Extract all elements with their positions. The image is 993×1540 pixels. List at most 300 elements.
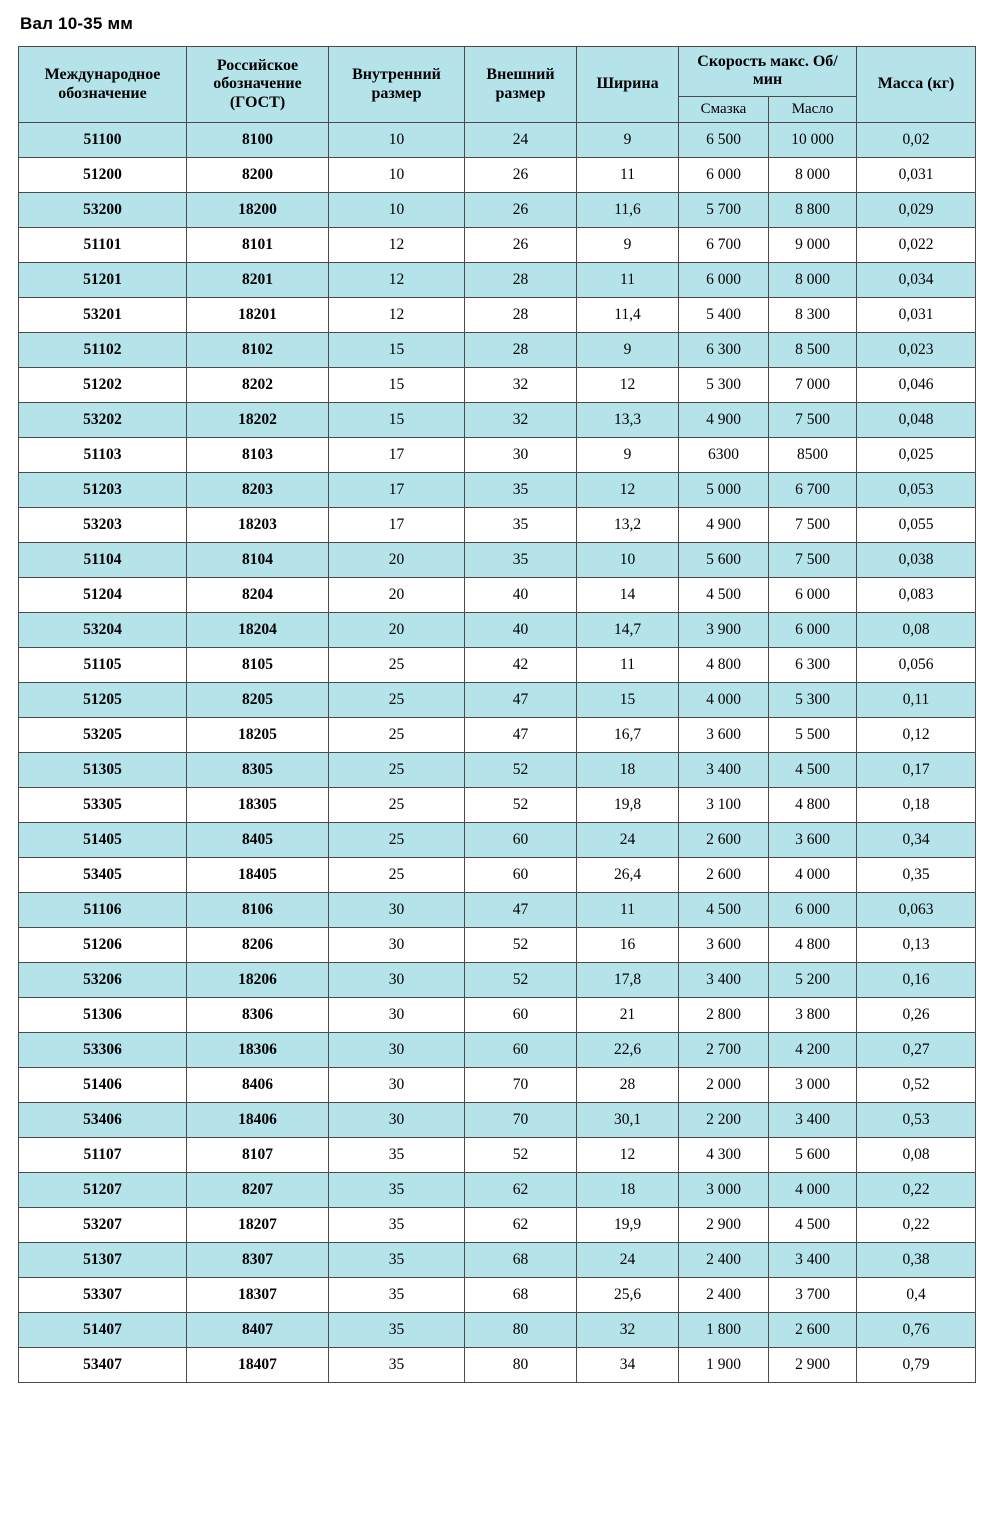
cell-width: 11 <box>577 263 679 298</box>
cell-width: 21 <box>577 998 679 1033</box>
cell-international: 51106 <box>19 893 187 928</box>
cell-outer-diameter: 60 <box>465 858 577 893</box>
table-row <box>19 613 976 648</box>
cell-inner-diameter: 35 <box>329 1173 465 1208</box>
cell-speed-grease: 5 300 <box>679 368 769 403</box>
cell-mass: 0,046 <box>857 368 976 403</box>
cell-width: 14 <box>577 578 679 613</box>
cell-width: 9 <box>577 333 679 368</box>
cell-outer-diameter: 28 <box>465 298 577 333</box>
cell-speed-grease: 6 700 <box>679 228 769 263</box>
cell-inner-diameter: 35 <box>329 1348 465 1383</box>
cell-inner-diameter: 25 <box>329 683 465 718</box>
cell-inner-diameter: 17 <box>329 438 465 473</box>
cell-outer-diameter: 52 <box>465 788 577 823</box>
cell-mass: 0,038 <box>857 543 976 578</box>
cell-international: 51307 <box>19 1243 187 1278</box>
cell-speed-oil: 6 700 <box>769 473 857 508</box>
cell-outer-diameter: 28 <box>465 333 577 368</box>
cell-width: 26,4 <box>577 858 679 893</box>
cell-outer-diameter: 35 <box>465 473 577 508</box>
cell-speed-grease: 5 700 <box>679 193 769 228</box>
cell-russian-gost: 8101 <box>187 228 329 263</box>
cell-width: 13,3 <box>577 403 679 438</box>
cell-width: 15 <box>577 683 679 718</box>
cell-speed-oil: 5 300 <box>769 683 857 718</box>
cell-speed-oil: 4 800 <box>769 928 857 963</box>
table-row <box>19 543 976 578</box>
cell-speed-oil: 3 800 <box>769 998 857 1033</box>
cell-international: 53207 <box>19 1208 187 1243</box>
cell-speed-grease: 2 900 <box>679 1208 769 1243</box>
cell-international: 53405 <box>19 858 187 893</box>
cell-international: 53206 <box>19 963 187 998</box>
cell-speed-oil: 4 500 <box>769 753 857 788</box>
cell-speed-grease: 4 500 <box>679 893 769 928</box>
cell-international: 51406 <box>19 1068 187 1103</box>
cell-outer-diameter: 60 <box>465 1033 577 1068</box>
table-row <box>19 263 976 298</box>
table-header <box>19 47 976 123</box>
cell-mass: 0,031 <box>857 158 976 193</box>
table-row <box>19 1243 976 1278</box>
cell-width: 32 <box>577 1313 679 1348</box>
cell-width: 9 <box>577 123 679 158</box>
cell-speed-oil: 8500 <box>769 438 857 473</box>
cell-outer-diameter: 26 <box>465 158 577 193</box>
cell-speed-oil: 4 000 <box>769 858 857 893</box>
cell-outer-diameter: 52 <box>465 928 577 963</box>
cell-russian-gost: 18203 <box>187 508 329 543</box>
cell-inner-diameter: 10 <box>329 123 465 158</box>
cell-speed-grease: 2 400 <box>679 1243 769 1278</box>
cell-mass: 0,023 <box>857 333 976 368</box>
cell-inner-diameter: 30 <box>329 998 465 1033</box>
column-header-width: Ширина <box>577 47 679 123</box>
cell-speed-grease: 2 000 <box>679 1068 769 1103</box>
cell-width: 30,1 <box>577 1103 679 1138</box>
cell-speed-grease: 3 600 <box>679 928 769 963</box>
cell-speed-grease: 3 000 <box>679 1173 769 1208</box>
cell-speed-oil: 8 500 <box>769 333 857 368</box>
cell-russian-gost: 8307 <box>187 1243 329 1278</box>
table-row <box>19 298 976 333</box>
cell-international: 53200 <box>19 193 187 228</box>
cell-russian-gost: 18205 <box>187 718 329 753</box>
cell-international: 53202 <box>19 403 187 438</box>
cell-russian-gost: 8201 <box>187 263 329 298</box>
cell-international: 53306 <box>19 1033 187 1068</box>
cell-international: 51204 <box>19 578 187 613</box>
cell-international: 51201 <box>19 263 187 298</box>
table-row <box>19 1313 976 1348</box>
table-row <box>19 193 976 228</box>
cell-width: 13,2 <box>577 508 679 543</box>
cell-russian-gost: 8203 <box>187 473 329 508</box>
table-row <box>19 1348 976 1383</box>
cell-inner-diameter: 30 <box>329 928 465 963</box>
table-row <box>19 123 976 158</box>
table-row <box>19 753 976 788</box>
cell-speed-oil: 3 000 <box>769 1068 857 1103</box>
cell-speed-grease: 1 800 <box>679 1313 769 1348</box>
cell-speed-grease: 4 500 <box>679 578 769 613</box>
cell-speed-grease: 5 400 <box>679 298 769 333</box>
cell-international: 51103 <box>19 438 187 473</box>
table-row <box>19 403 976 438</box>
cell-speed-oil: 6 000 <box>769 613 857 648</box>
cell-inner-diameter: 25 <box>329 788 465 823</box>
cell-russian-gost: 8207 <box>187 1173 329 1208</box>
cell-russian-gost: 8104 <box>187 543 329 578</box>
cell-russian-gost: 18405 <box>187 858 329 893</box>
cell-speed-oil: 3 700 <box>769 1278 857 1313</box>
cell-inner-diameter: 15 <box>329 333 465 368</box>
cell-international: 53406 <box>19 1103 187 1138</box>
cell-inner-diameter: 20 <box>329 613 465 648</box>
table-row <box>19 788 976 823</box>
cell-mass: 0,031 <box>857 298 976 333</box>
cell-inner-diameter: 10 <box>329 158 465 193</box>
table-body <box>19 123 976 1383</box>
cell-outer-diameter: 28 <box>465 263 577 298</box>
cell-mass: 0,08 <box>857 1138 976 1173</box>
cell-international: 53201 <box>19 298 187 333</box>
table-row <box>19 1173 976 1208</box>
cell-speed-oil: 5 600 <box>769 1138 857 1173</box>
cell-width: 19,8 <box>577 788 679 823</box>
cell-width: 28 <box>577 1068 679 1103</box>
cell-russian-gost: 8406 <box>187 1068 329 1103</box>
cell-mass: 0,048 <box>857 403 976 438</box>
cell-speed-oil: 6 000 <box>769 893 857 928</box>
cell-width: 24 <box>577 1243 679 1278</box>
cell-inner-diameter: 25 <box>329 823 465 858</box>
cell-international: 51405 <box>19 823 187 858</box>
table-row <box>19 1208 976 1243</box>
cell-international: 51102 <box>19 333 187 368</box>
cell-russian-gost: 18306 <box>187 1033 329 1068</box>
cell-inner-diameter: 10 <box>329 193 465 228</box>
cell-mass: 0,4 <box>857 1278 976 1313</box>
cell-international: 51306 <box>19 998 187 1033</box>
cell-width: 12 <box>577 368 679 403</box>
cell-speed-grease: 6 300 <box>679 333 769 368</box>
cell-speed-oil: 9 000 <box>769 228 857 263</box>
cell-inner-diameter: 17 <box>329 508 465 543</box>
cell-width: 16,7 <box>577 718 679 753</box>
cell-mass: 0,26 <box>857 998 976 1033</box>
cell-mass: 0,055 <box>857 508 976 543</box>
cell-mass: 0,053 <box>857 473 976 508</box>
cell-international: 53407 <box>19 1348 187 1383</box>
cell-mass: 0,27 <box>857 1033 976 1068</box>
cell-mass: 0,22 <box>857 1173 976 1208</box>
cell-russian-gost: 18204 <box>187 613 329 648</box>
cell-speed-oil: 2 600 <box>769 1313 857 1348</box>
cell-speed-oil: 7 000 <box>769 368 857 403</box>
cell-outer-diameter: 24 <box>465 123 577 158</box>
cell-russian-gost: 18406 <box>187 1103 329 1138</box>
cell-outer-diameter: 70 <box>465 1068 577 1103</box>
table-row <box>19 928 976 963</box>
cell-outer-diameter: 68 <box>465 1243 577 1278</box>
column-header-oil: Масло <box>769 96 857 122</box>
cell-speed-oil: 5 500 <box>769 718 857 753</box>
cell-mass: 0,22 <box>857 1208 976 1243</box>
table-row <box>19 1138 976 1173</box>
cell-width: 14,7 <box>577 613 679 648</box>
cell-russian-gost: 8102 <box>187 333 329 368</box>
cell-width: 24 <box>577 823 679 858</box>
cell-mass: 0,12 <box>857 718 976 753</box>
cell-russian-gost: 8206 <box>187 928 329 963</box>
cell-outer-diameter: 47 <box>465 893 577 928</box>
cell-inner-diameter: 12 <box>329 263 465 298</box>
table-row <box>19 963 976 998</box>
cell-speed-grease: 2 800 <box>679 998 769 1033</box>
column-header-grease: Смазка <box>679 96 769 122</box>
cell-speed-oil: 4 800 <box>769 788 857 823</box>
cell-speed-oil: 5 200 <box>769 963 857 998</box>
cell-outer-diameter: 35 <box>465 543 577 578</box>
cell-russian-gost: 8202 <box>187 368 329 403</box>
cell-mass: 0,063 <box>857 893 976 928</box>
cell-russian-gost: 18305 <box>187 788 329 823</box>
cell-international: 51107 <box>19 1138 187 1173</box>
cell-outer-diameter: 32 <box>465 368 577 403</box>
cell-speed-grease: 2 600 <box>679 823 769 858</box>
cell-inner-diameter: 35 <box>329 1313 465 1348</box>
cell-international: 51105 <box>19 648 187 683</box>
cell-inner-diameter: 25 <box>329 648 465 683</box>
cell-mass: 0,18 <box>857 788 976 823</box>
cell-speed-grease: 1 900 <box>679 1348 769 1383</box>
cell-mass: 0,34 <box>857 823 976 858</box>
cell-inner-diameter: 20 <box>329 543 465 578</box>
cell-international: 53205 <box>19 718 187 753</box>
cell-inner-diameter: 12 <box>329 228 465 263</box>
cell-inner-diameter: 15 <box>329 403 465 438</box>
cell-mass: 0,02 <box>857 123 976 158</box>
cell-outer-diameter: 60 <box>465 823 577 858</box>
cell-mass: 0,16 <box>857 963 976 998</box>
cell-russian-gost: 18201 <box>187 298 329 333</box>
cell-speed-oil: 3 400 <box>769 1243 857 1278</box>
cell-inner-diameter: 30 <box>329 893 465 928</box>
cell-inner-diameter: 35 <box>329 1243 465 1278</box>
cell-inner-diameter: 20 <box>329 578 465 613</box>
cell-international: 51206 <box>19 928 187 963</box>
cell-russian-gost: 8204 <box>187 578 329 613</box>
cell-mass: 0,13 <box>857 928 976 963</box>
cell-width: 34 <box>577 1348 679 1383</box>
cell-international: 51101 <box>19 228 187 263</box>
table-row <box>19 1103 976 1138</box>
cell-speed-grease: 5 600 <box>679 543 769 578</box>
cell-russian-gost: 8106 <box>187 893 329 928</box>
cell-width: 18 <box>577 753 679 788</box>
cell-speed-grease: 3 400 <box>679 753 769 788</box>
cell-speed-oil: 4 500 <box>769 1208 857 1243</box>
cell-width: 25,6 <box>577 1278 679 1313</box>
cell-russian-gost: 18307 <box>187 1278 329 1313</box>
cell-inner-diameter: 35 <box>329 1208 465 1243</box>
column-header-mass: Масса (кг) <box>857 47 976 123</box>
table-row <box>19 158 976 193</box>
cell-speed-oil: 2 900 <box>769 1348 857 1383</box>
table-row <box>19 228 976 263</box>
cell-width: 16 <box>577 928 679 963</box>
cell-speed-grease: 4 900 <box>679 508 769 543</box>
table-row <box>19 438 976 473</box>
table-row <box>19 893 976 928</box>
cell-russian-gost: 18202 <box>187 403 329 438</box>
table-row <box>19 648 976 683</box>
cell-international: 51200 <box>19 158 187 193</box>
cell-width: 19,9 <box>577 1208 679 1243</box>
cell-width: 11,4 <box>577 298 679 333</box>
bearing-specification-table <box>18 46 976 1383</box>
cell-inner-diameter: 25 <box>329 858 465 893</box>
cell-speed-oil: 3 600 <box>769 823 857 858</box>
table-row <box>19 578 976 613</box>
cell-speed-oil: 10 000 <box>769 123 857 158</box>
cell-outer-diameter: 40 <box>465 578 577 613</box>
cell-russian-gost: 18206 <box>187 963 329 998</box>
cell-international: 51205 <box>19 683 187 718</box>
cell-mass: 0,034 <box>857 263 976 298</box>
cell-international: 51305 <box>19 753 187 788</box>
cell-outer-diameter: 80 <box>465 1313 577 1348</box>
cell-speed-oil: 6 300 <box>769 648 857 683</box>
cell-inner-diameter: 12 <box>329 298 465 333</box>
cell-speed-grease: 3 400 <box>679 963 769 998</box>
table-row <box>19 998 976 1033</box>
cell-speed-grease: 3 100 <box>679 788 769 823</box>
table-row <box>19 1278 976 1313</box>
cell-mass: 0,056 <box>857 648 976 683</box>
cell-speed-oil: 8 800 <box>769 193 857 228</box>
cell-russian-gost: 8107 <box>187 1138 329 1173</box>
cell-width: 22,6 <box>577 1033 679 1068</box>
cell-outer-diameter: 70 <box>465 1103 577 1138</box>
cell-russian-gost: 8306 <box>187 998 329 1033</box>
cell-width: 18 <box>577 1173 679 1208</box>
cell-speed-oil: 8 000 <box>769 158 857 193</box>
cell-width: 10 <box>577 543 679 578</box>
column-header-russian-gost: Российское обозначение (ГОСТ) <box>187 47 329 123</box>
cell-mass: 0,52 <box>857 1068 976 1103</box>
cell-speed-oil: 8 300 <box>769 298 857 333</box>
cell-speed-oil: 3 400 <box>769 1103 857 1138</box>
cell-mass: 0,35 <box>857 858 976 893</box>
cell-outer-diameter: 47 <box>465 718 577 753</box>
cell-speed-grease: 5 000 <box>679 473 769 508</box>
table-header-row-main <box>19 47 976 97</box>
cell-speed-grease: 2 400 <box>679 1278 769 1313</box>
cell-russian-gost: 8405 <box>187 823 329 858</box>
cell-international: 53204 <box>19 613 187 648</box>
cell-mass: 0,08 <box>857 613 976 648</box>
cell-speed-grease: 4 000 <box>679 683 769 718</box>
cell-speed-oil: 7 500 <box>769 543 857 578</box>
cell-speed-grease: 3 600 <box>679 718 769 753</box>
cell-speed-grease: 6 000 <box>679 158 769 193</box>
cell-width: 11 <box>577 648 679 683</box>
cell-russian-gost: 8100 <box>187 123 329 158</box>
cell-outer-diameter: 52 <box>465 753 577 788</box>
cell-international: 51104 <box>19 543 187 578</box>
cell-mass: 0,022 <box>857 228 976 263</box>
cell-speed-grease: 4 900 <box>679 403 769 438</box>
table-row <box>19 1033 976 1068</box>
cell-international: 53203 <box>19 508 187 543</box>
cell-speed-grease: 6 500 <box>679 123 769 158</box>
cell-speed-oil: 8 000 <box>769 263 857 298</box>
cell-inner-diameter: 30 <box>329 1068 465 1103</box>
cell-outer-diameter: 35 <box>465 508 577 543</box>
cell-mass: 0,38 <box>857 1243 976 1278</box>
cell-speed-grease: 2 200 <box>679 1103 769 1138</box>
cell-international: 51100 <box>19 123 187 158</box>
cell-speed-grease: 3 900 <box>679 613 769 648</box>
cell-inner-diameter: 35 <box>329 1278 465 1313</box>
cell-speed-oil: 7 500 <box>769 508 857 543</box>
cell-inner-diameter: 30 <box>329 963 465 998</box>
cell-outer-diameter: 26 <box>465 193 577 228</box>
cell-outer-diameter: 62 <box>465 1173 577 1208</box>
cell-outer-diameter: 30 <box>465 438 577 473</box>
cell-outer-diameter: 80 <box>465 1348 577 1383</box>
cell-international: 51202 <box>19 368 187 403</box>
cell-width: 12 <box>577 473 679 508</box>
cell-russian-gost: 18407 <box>187 1348 329 1383</box>
cell-speed-grease: 6300 <box>679 438 769 473</box>
cell-speed-grease: 4 800 <box>679 648 769 683</box>
table-row <box>19 718 976 753</box>
cell-outer-diameter: 52 <box>465 1138 577 1173</box>
cell-mass: 0,083 <box>857 578 976 613</box>
cell-russian-gost: 8200 <box>187 158 329 193</box>
cell-inner-diameter: 30 <box>329 1033 465 1068</box>
cell-speed-oil: 6 000 <box>769 578 857 613</box>
cell-international: 53305 <box>19 788 187 823</box>
cell-speed-oil: 4 200 <box>769 1033 857 1068</box>
cell-outer-diameter: 62 <box>465 1208 577 1243</box>
table-row <box>19 1068 976 1103</box>
cell-international: 53307 <box>19 1278 187 1313</box>
cell-international: 51207 <box>19 1173 187 1208</box>
table-row <box>19 368 976 403</box>
cell-width: 17,8 <box>577 963 679 998</box>
cell-outer-diameter: 40 <box>465 613 577 648</box>
cell-speed-grease: 6 000 <box>679 263 769 298</box>
cell-mass: 0,76 <box>857 1313 976 1348</box>
cell-mass: 0,79 <box>857 1348 976 1383</box>
cell-russian-gost: 18200 <box>187 193 329 228</box>
cell-international: 51203 <box>19 473 187 508</box>
cell-inner-diameter: 25 <box>329 718 465 753</box>
cell-russian-gost: 8407 <box>187 1313 329 1348</box>
column-header-inner-diameter: Внутренний размер <box>329 47 465 123</box>
table-row <box>19 333 976 368</box>
cell-russian-gost: 18207 <box>187 1208 329 1243</box>
cell-speed-oil: 4 000 <box>769 1173 857 1208</box>
cell-width: 11 <box>577 893 679 928</box>
cell-inner-diameter: 35 <box>329 1138 465 1173</box>
cell-outer-diameter: 26 <box>465 228 577 263</box>
